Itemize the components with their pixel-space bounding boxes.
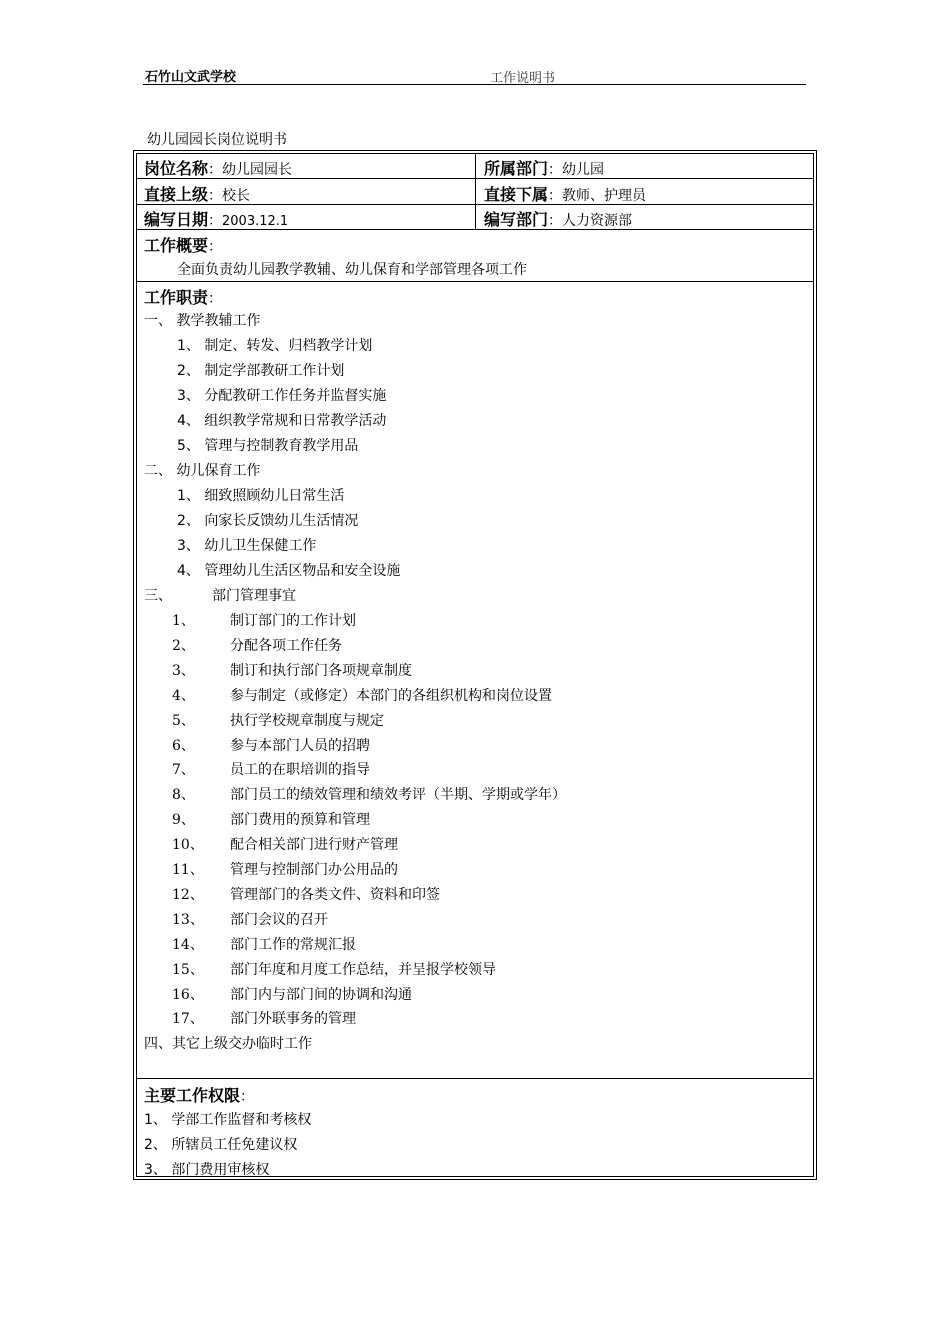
duties-heading: 工作职责：: [144, 288, 223, 307]
document-title: 幼儿园园长岗位说明书: [147, 132, 287, 148]
list-item: 9、 部门费用的预算和管理: [172, 812, 370, 829]
list-item: 1、 细致照顾幼儿日常生活: [177, 488, 345, 504]
list-item: 2、 向家长反馈幼儿生活情况: [177, 513, 359, 529]
list-item: 1、 学部工作监督和考核权: [144, 1112, 312, 1128]
overview-heading: 工作概要：: [144, 236, 223, 255]
document-type: 工作说明书: [490, 71, 556, 86]
subordinate-cell: 直接下属：教师、护理员: [484, 185, 647, 204]
list-item: 11、 管理与控制部门办公用品的: [172, 862, 398, 878]
date-label: 编写日期: [144, 210, 209, 229]
list-item: 6、 参与本部门人员的招聘: [172, 737, 370, 754]
subordinate-label: 直接下属: [484, 185, 549, 204]
position-label: 岗位名称: [144, 159, 209, 178]
list-item: 2、 所辖员工任免建议权: [144, 1137, 298, 1153]
list-item: 2、 制定学部教研工作计划: [177, 363, 345, 379]
date-value: 2003.12.1: [222, 214, 289, 229]
list-item: 3、 部门费用审核权: [144, 1162, 270, 1178]
list-item: 5、 管理与控制教育教学用品: [177, 438, 359, 454]
department-value: 幼儿园: [562, 162, 605, 178]
position-cell: 岗位名称：幼儿园园长: [144, 159, 293, 178]
writer-cell: 编写部门：人力资源部: [484, 210, 633, 229]
school-name: 石竹山文武学校: [145, 70, 237, 85]
writer-label: 编写部门: [484, 210, 549, 229]
superior-cell: 直接上级：校长: [144, 185, 251, 204]
subordinate-value: 教师、护理员: [562, 188, 647, 204]
list-item: 4、 组织教学常规和日常教学活动: [177, 413, 387, 429]
list-item: 14、 部门工作的常规汇报: [172, 936, 356, 953]
list-item: 1、 制定、转发、归档教学计划: [177, 338, 373, 354]
department-cell: 所属部门：幼儿园: [484, 159, 605, 178]
section-heading: 一、 教学教辅工作: [144, 313, 261, 329]
section-heading: 四、其它上级交办临时工作: [144, 1036, 312, 1052]
authority-heading: 主要工作权限：: [144, 1086, 255, 1105]
list-item: 13、 部门会议的召开: [172, 911, 328, 928]
list-item: 8、 部门员工的绩效管理和绩效考评（半期、学期或学年）: [172, 787, 566, 804]
list-item: 10、 配合相关部门进行财产管理: [172, 837, 398, 854]
list-item: 15、 部门年度和月度工作总结，并呈报学校领导: [172, 961, 496, 978]
row-divider: [136, 1078, 814, 1079]
list-item: 2、 分配各项工作任务: [172, 637, 342, 654]
date-cell: 编写日期：2003.12.1: [144, 210, 289, 229]
list-item: 12、 管理部门的各类文件、资料和印签: [172, 886, 440, 903]
list-item: 17、 部门外联事务的管理: [172, 1011, 356, 1028]
superior-label: 直接上级: [144, 185, 209, 204]
writer-value: 人力资源部: [562, 213, 633, 229]
list-item: 4、 参与制定（或修定）本部门的各组织机构和岗位设置: [172, 687, 552, 704]
list-item: 1、 制订部门的工作计划: [172, 613, 356, 629]
list-item: 3、 制订和执行部门各项规章制度: [172, 662, 412, 679]
column-divider: [475, 153, 476, 230]
department-label: 所属部门: [484, 159, 549, 178]
header-divider: [143, 84, 806, 85]
list-item: 5、 执行学校规章制度与规定: [172, 712, 384, 729]
superior-value: 校长: [222, 188, 251, 204]
position-value: 幼儿园园长: [222, 162, 293, 178]
section-heading: 三、 部门管理事宜: [144, 588, 296, 604]
list-item: 4、 管理幼儿生活区物品和安全设施: [177, 563, 401, 579]
list-item: 16、 部门内与部门间的协调和沟通: [172, 986, 412, 1003]
list-item: 3、 幼儿卫生保健工作: [177, 538, 317, 554]
section-heading: 二、 幼儿保育工作: [144, 463, 261, 479]
row-divider: [136, 281, 814, 282]
list-item: 3、 分配教研工作任务并监督实施: [177, 388, 387, 404]
list-item: 7、 员工的在职培训的指导: [172, 762, 370, 779]
overview-text: 全面负责幼儿园教学教辅、幼儿保育和学部管理各项工作: [177, 262, 527, 278]
